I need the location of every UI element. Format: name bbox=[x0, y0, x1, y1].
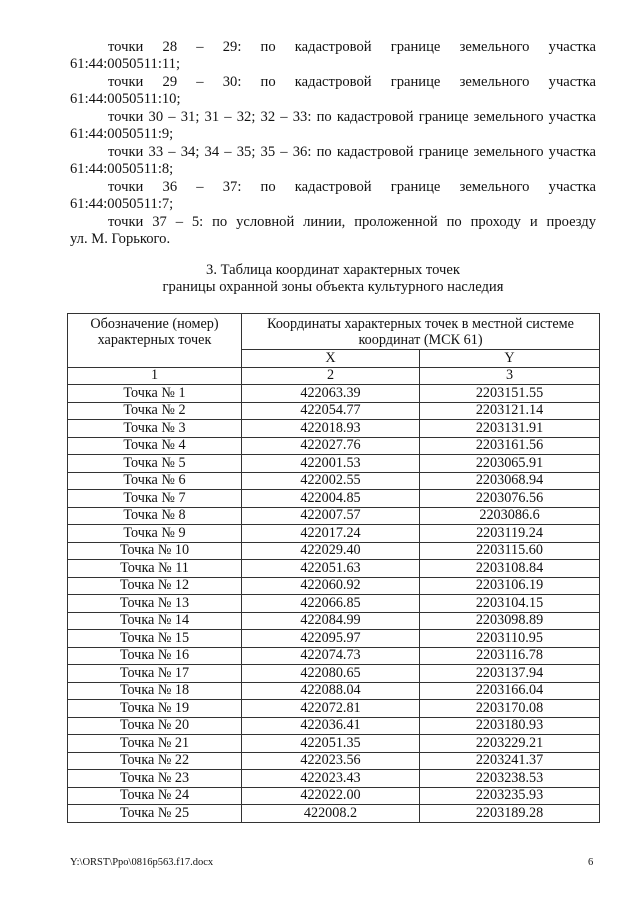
word: условной bbox=[236, 214, 295, 230]
cell-point: Точка № 9 bbox=[68, 525, 242, 543]
cell-point: Точка № 21 bbox=[68, 735, 242, 753]
word: точки bbox=[108, 179, 144, 195]
cell-point: Точка № 14 bbox=[68, 612, 242, 630]
word: 35; bbox=[236, 144, 256, 160]
cell-y: 2203170.08 bbox=[420, 700, 600, 718]
cell-x: 422008.2 bbox=[242, 805, 420, 823]
word: кадастровой bbox=[336, 144, 414, 160]
word: – bbox=[168, 109, 176, 125]
word: по bbox=[316, 109, 332, 125]
cell-x: 422095.97 bbox=[242, 630, 420, 648]
word: по bbox=[260, 74, 276, 90]
word: – bbox=[168, 144, 176, 160]
table-row bbox=[68, 665, 600, 683]
paragraph-continuation: ул. М. Горького. bbox=[70, 231, 171, 247]
word: и bbox=[529, 214, 538, 230]
cell-y: 2203180.93 bbox=[420, 717, 600, 735]
table-row bbox=[68, 682, 600, 700]
page-number: 6 bbox=[588, 857, 594, 868]
table-row bbox=[68, 647, 600, 665]
paragraph-line bbox=[70, 214, 596, 231]
word: границе bbox=[390, 74, 441, 90]
word: участка bbox=[548, 144, 596, 160]
cell-x: 422066.85 bbox=[242, 595, 420, 613]
word: границе bbox=[418, 109, 469, 125]
cell-y: 2203119.24 bbox=[420, 525, 600, 543]
cell-point: Точка № 11 bbox=[68, 560, 242, 578]
table-row bbox=[68, 805, 600, 823]
header-x: X bbox=[242, 350, 420, 368]
table-row bbox=[68, 717, 600, 735]
paragraph bbox=[70, 144, 596, 178]
word: кадастровой bbox=[336, 109, 414, 125]
cell-x: 422054.77 bbox=[242, 402, 420, 420]
cell-x: 422088.04 bbox=[242, 682, 420, 700]
word: 29 bbox=[162, 74, 178, 90]
cell-point: Точка № 13 bbox=[68, 595, 242, 613]
word: 34; bbox=[180, 144, 200, 160]
word: – bbox=[196, 39, 204, 55]
word: точки bbox=[108, 39, 144, 55]
table-row bbox=[68, 490, 600, 508]
table-row bbox=[68, 560, 600, 578]
cell-point: Точка № 25 bbox=[68, 805, 242, 823]
paragraph bbox=[70, 39, 596, 73]
cell-x: 422072.81 bbox=[242, 700, 420, 718]
table-row bbox=[68, 420, 600, 438]
cell-point: Точка № 16 bbox=[68, 647, 242, 665]
cell-y: 2203116.78 bbox=[420, 647, 600, 665]
paragraph-continuation: 61:44:0050511:10; bbox=[70, 91, 181, 107]
cell-x: 422051.63 bbox=[242, 560, 420, 578]
table-title bbox=[70, 262, 596, 296]
cell-point: Точка № 2 bbox=[68, 402, 242, 420]
word: 5: bbox=[191, 214, 204, 230]
cell-point: Точка № 7 bbox=[68, 490, 242, 508]
word: 34 bbox=[204, 144, 220, 160]
cell-y: 2203131.91 bbox=[420, 420, 600, 438]
cell-point: Точка № 20 bbox=[68, 717, 242, 735]
cell-y: 2203121.14 bbox=[420, 402, 600, 420]
table-row bbox=[68, 525, 600, 543]
word: по bbox=[260, 39, 276, 55]
cell-y: 2203098.89 bbox=[420, 612, 600, 630]
cell-x: 422029.40 bbox=[242, 542, 420, 560]
file-path: Y:\ORST\Ppo\0816p563.f17.docx bbox=[70, 857, 214, 868]
paragraph-continuation: 61:44:0050511:7; bbox=[70, 196, 174, 212]
word: 31 bbox=[204, 109, 220, 125]
cell-y: 2203238.53 bbox=[420, 770, 600, 788]
cell-x: 422074.73 bbox=[242, 647, 420, 665]
word: 32 bbox=[260, 109, 276, 125]
paragraph-line bbox=[70, 74, 596, 91]
word: земельного bbox=[459, 179, 530, 195]
table-row bbox=[68, 507, 600, 525]
cell-y: 2203229.21 bbox=[420, 735, 600, 753]
word: границе bbox=[418, 144, 469, 160]
word: – bbox=[196, 179, 204, 195]
word: кадастровой bbox=[294, 179, 372, 195]
table-row bbox=[68, 472, 600, 490]
cell-x: 422017.24 bbox=[242, 525, 420, 543]
table-body bbox=[68, 385, 600, 823]
cell-y: 2203166.04 bbox=[420, 682, 600, 700]
cell-x: 422018.93 bbox=[242, 420, 420, 438]
word: 37 bbox=[152, 214, 167, 230]
word: кадастровой bbox=[294, 39, 372, 55]
cell-point: Точка № 24 bbox=[68, 787, 242, 805]
word: по bbox=[316, 144, 332, 160]
word: точки bbox=[108, 144, 144, 160]
paragraph-line bbox=[70, 109, 596, 126]
cell-y: 2203241.37 bbox=[420, 752, 600, 770]
word: 30 bbox=[148, 109, 164, 125]
word: 33 bbox=[148, 144, 164, 160]
cell-y: 2203104.15 bbox=[420, 595, 600, 613]
word: по bbox=[446, 214, 462, 230]
cell-x: 422051.35 bbox=[242, 735, 420, 753]
cell-point: Точка № 15 bbox=[68, 630, 242, 648]
word: 31; bbox=[180, 109, 200, 125]
cell-y: 2203110.95 bbox=[420, 630, 600, 648]
word: 33: bbox=[292, 109, 312, 125]
cell-y: 2203151.55 bbox=[420, 385, 600, 403]
cell-point: Точка № 22 bbox=[68, 752, 242, 770]
word: точки bbox=[108, 74, 144, 90]
cell-x: 422007.57 bbox=[242, 507, 420, 525]
table-title-line-2: границы охранной зоны объекта культурного наследия bbox=[162, 279, 504, 295]
word: участка bbox=[548, 109, 596, 125]
cell-point: Точка № 4 bbox=[68, 437, 242, 455]
table-title-line-1: 3. Таблица координат характерных точек bbox=[206, 262, 460, 278]
cell-x: 422001.53 bbox=[242, 455, 420, 473]
cell-point: Точка № 17 bbox=[68, 665, 242, 683]
table-row bbox=[68, 437, 600, 455]
word: земельного bbox=[473, 109, 544, 125]
word: участка bbox=[548, 179, 596, 195]
word: земельного bbox=[459, 74, 530, 90]
cell-y: 2203189.28 bbox=[420, 805, 600, 823]
cell-x: 422027.76 bbox=[242, 437, 420, 455]
word: границе bbox=[390, 179, 441, 195]
word: участка bbox=[548, 74, 596, 90]
cell-x: 422036.41 bbox=[242, 717, 420, 735]
cell-x: 422080.65 bbox=[242, 665, 420, 683]
cell-point: Точка № 6 bbox=[68, 472, 242, 490]
word: 36 bbox=[162, 179, 178, 195]
cell-point: Точка № 12 bbox=[68, 577, 242, 595]
cell-x: 422023.43 bbox=[242, 770, 420, 788]
word: – bbox=[280, 144, 288, 160]
word: – bbox=[280, 109, 288, 125]
paragraph-continuation: 61:44:0050511:8; bbox=[70, 161, 174, 177]
paragraph bbox=[70, 109, 596, 143]
cell-y: 2203161.56 bbox=[420, 437, 600, 455]
word: – bbox=[175, 214, 183, 230]
cell-x: 422063.39 bbox=[242, 385, 420, 403]
cell-y: 2203065.91 bbox=[420, 455, 600, 473]
cell-y: 2203068.94 bbox=[420, 472, 600, 490]
word: точки bbox=[108, 214, 144, 230]
cell-x: 422060.92 bbox=[242, 577, 420, 595]
table-row bbox=[68, 752, 600, 770]
cell-point: Точка № 18 bbox=[68, 682, 242, 700]
word: – bbox=[224, 109, 232, 125]
table-row bbox=[68, 595, 600, 613]
table-row bbox=[68, 630, 600, 648]
table-row bbox=[68, 455, 600, 473]
cell-point: Точка № 19 bbox=[68, 700, 242, 718]
paragraph bbox=[70, 214, 596, 248]
cell-y: 2203086.6 bbox=[420, 507, 600, 525]
cell-y: 2203115.60 bbox=[420, 542, 600, 560]
table-row bbox=[68, 770, 600, 788]
word: 30: bbox=[222, 74, 242, 90]
header-coordinates: Координаты характерных точек в местной системе координат (МСК 61) bbox=[242, 314, 600, 350]
cell-point: Точка № 3 bbox=[68, 420, 242, 438]
word: точки bbox=[108, 109, 144, 125]
header-point-designation: Обозначение (номер) характерных точек bbox=[68, 314, 242, 368]
paragraph bbox=[70, 74, 596, 108]
word: земельного bbox=[473, 144, 544, 160]
table-row bbox=[68, 612, 600, 630]
paragraph-continuation: 61:44:0050511:9; bbox=[70, 126, 174, 142]
header-y: Y bbox=[420, 350, 600, 368]
cell-y: 2203076.56 bbox=[420, 490, 600, 508]
table-row bbox=[68, 402, 600, 420]
coordinates-table bbox=[67, 313, 600, 823]
word: проезду bbox=[546, 214, 596, 230]
word: по bbox=[260, 179, 276, 195]
word: проложенной bbox=[354, 214, 438, 230]
table-row bbox=[68, 542, 600, 560]
column-number-1: 1 bbox=[68, 367, 242, 385]
paragraph bbox=[70, 179, 596, 213]
paragraph-continuation: 61:44:0050511:11; bbox=[70, 56, 180, 72]
word: – bbox=[196, 74, 204, 90]
word: земельного bbox=[459, 39, 530, 55]
cell-point: Точка № 10 bbox=[68, 542, 242, 560]
word: 28 bbox=[162, 39, 178, 55]
cell-y: 2203106.19 bbox=[420, 577, 600, 595]
word: 35 bbox=[260, 144, 276, 160]
cell-x: 422023.56 bbox=[242, 752, 420, 770]
word: кадастровой bbox=[294, 74, 372, 90]
table-row bbox=[68, 700, 600, 718]
paragraph-line bbox=[70, 179, 596, 196]
word: проходу bbox=[470, 214, 521, 230]
paragraph-line bbox=[70, 39, 596, 56]
word: 36: bbox=[292, 144, 312, 160]
table-row bbox=[68, 385, 600, 403]
cell-x: 422022.00 bbox=[242, 787, 420, 805]
cell-point: Точка № 1 bbox=[68, 385, 242, 403]
cell-x: 422084.99 bbox=[242, 612, 420, 630]
word: 32; bbox=[236, 109, 256, 125]
table-row bbox=[68, 577, 600, 595]
cell-y: 2203137.94 bbox=[420, 665, 600, 683]
word: границе bbox=[390, 39, 441, 55]
word: участка bbox=[548, 39, 596, 55]
cell-x: 422004.85 bbox=[242, 490, 420, 508]
table-row bbox=[68, 735, 600, 753]
cell-point: Точка № 8 bbox=[68, 507, 242, 525]
cell-y: 2203235.93 bbox=[420, 787, 600, 805]
column-number-2: 2 bbox=[242, 367, 420, 385]
word: – bbox=[224, 144, 232, 160]
word: линии, bbox=[303, 214, 346, 230]
table-row bbox=[68, 787, 600, 805]
cell-y: 2203108.84 bbox=[420, 560, 600, 578]
cell-x: 422002.55 bbox=[242, 472, 420, 490]
word: по bbox=[212, 214, 228, 230]
paragraph-line bbox=[70, 144, 596, 161]
cell-point: Точка № 23 bbox=[68, 770, 242, 788]
cell-point: Точка № 5 bbox=[68, 455, 242, 473]
word: 29: bbox=[222, 39, 242, 55]
column-number-3: 3 bbox=[420, 367, 600, 385]
word: 37: bbox=[222, 179, 242, 195]
